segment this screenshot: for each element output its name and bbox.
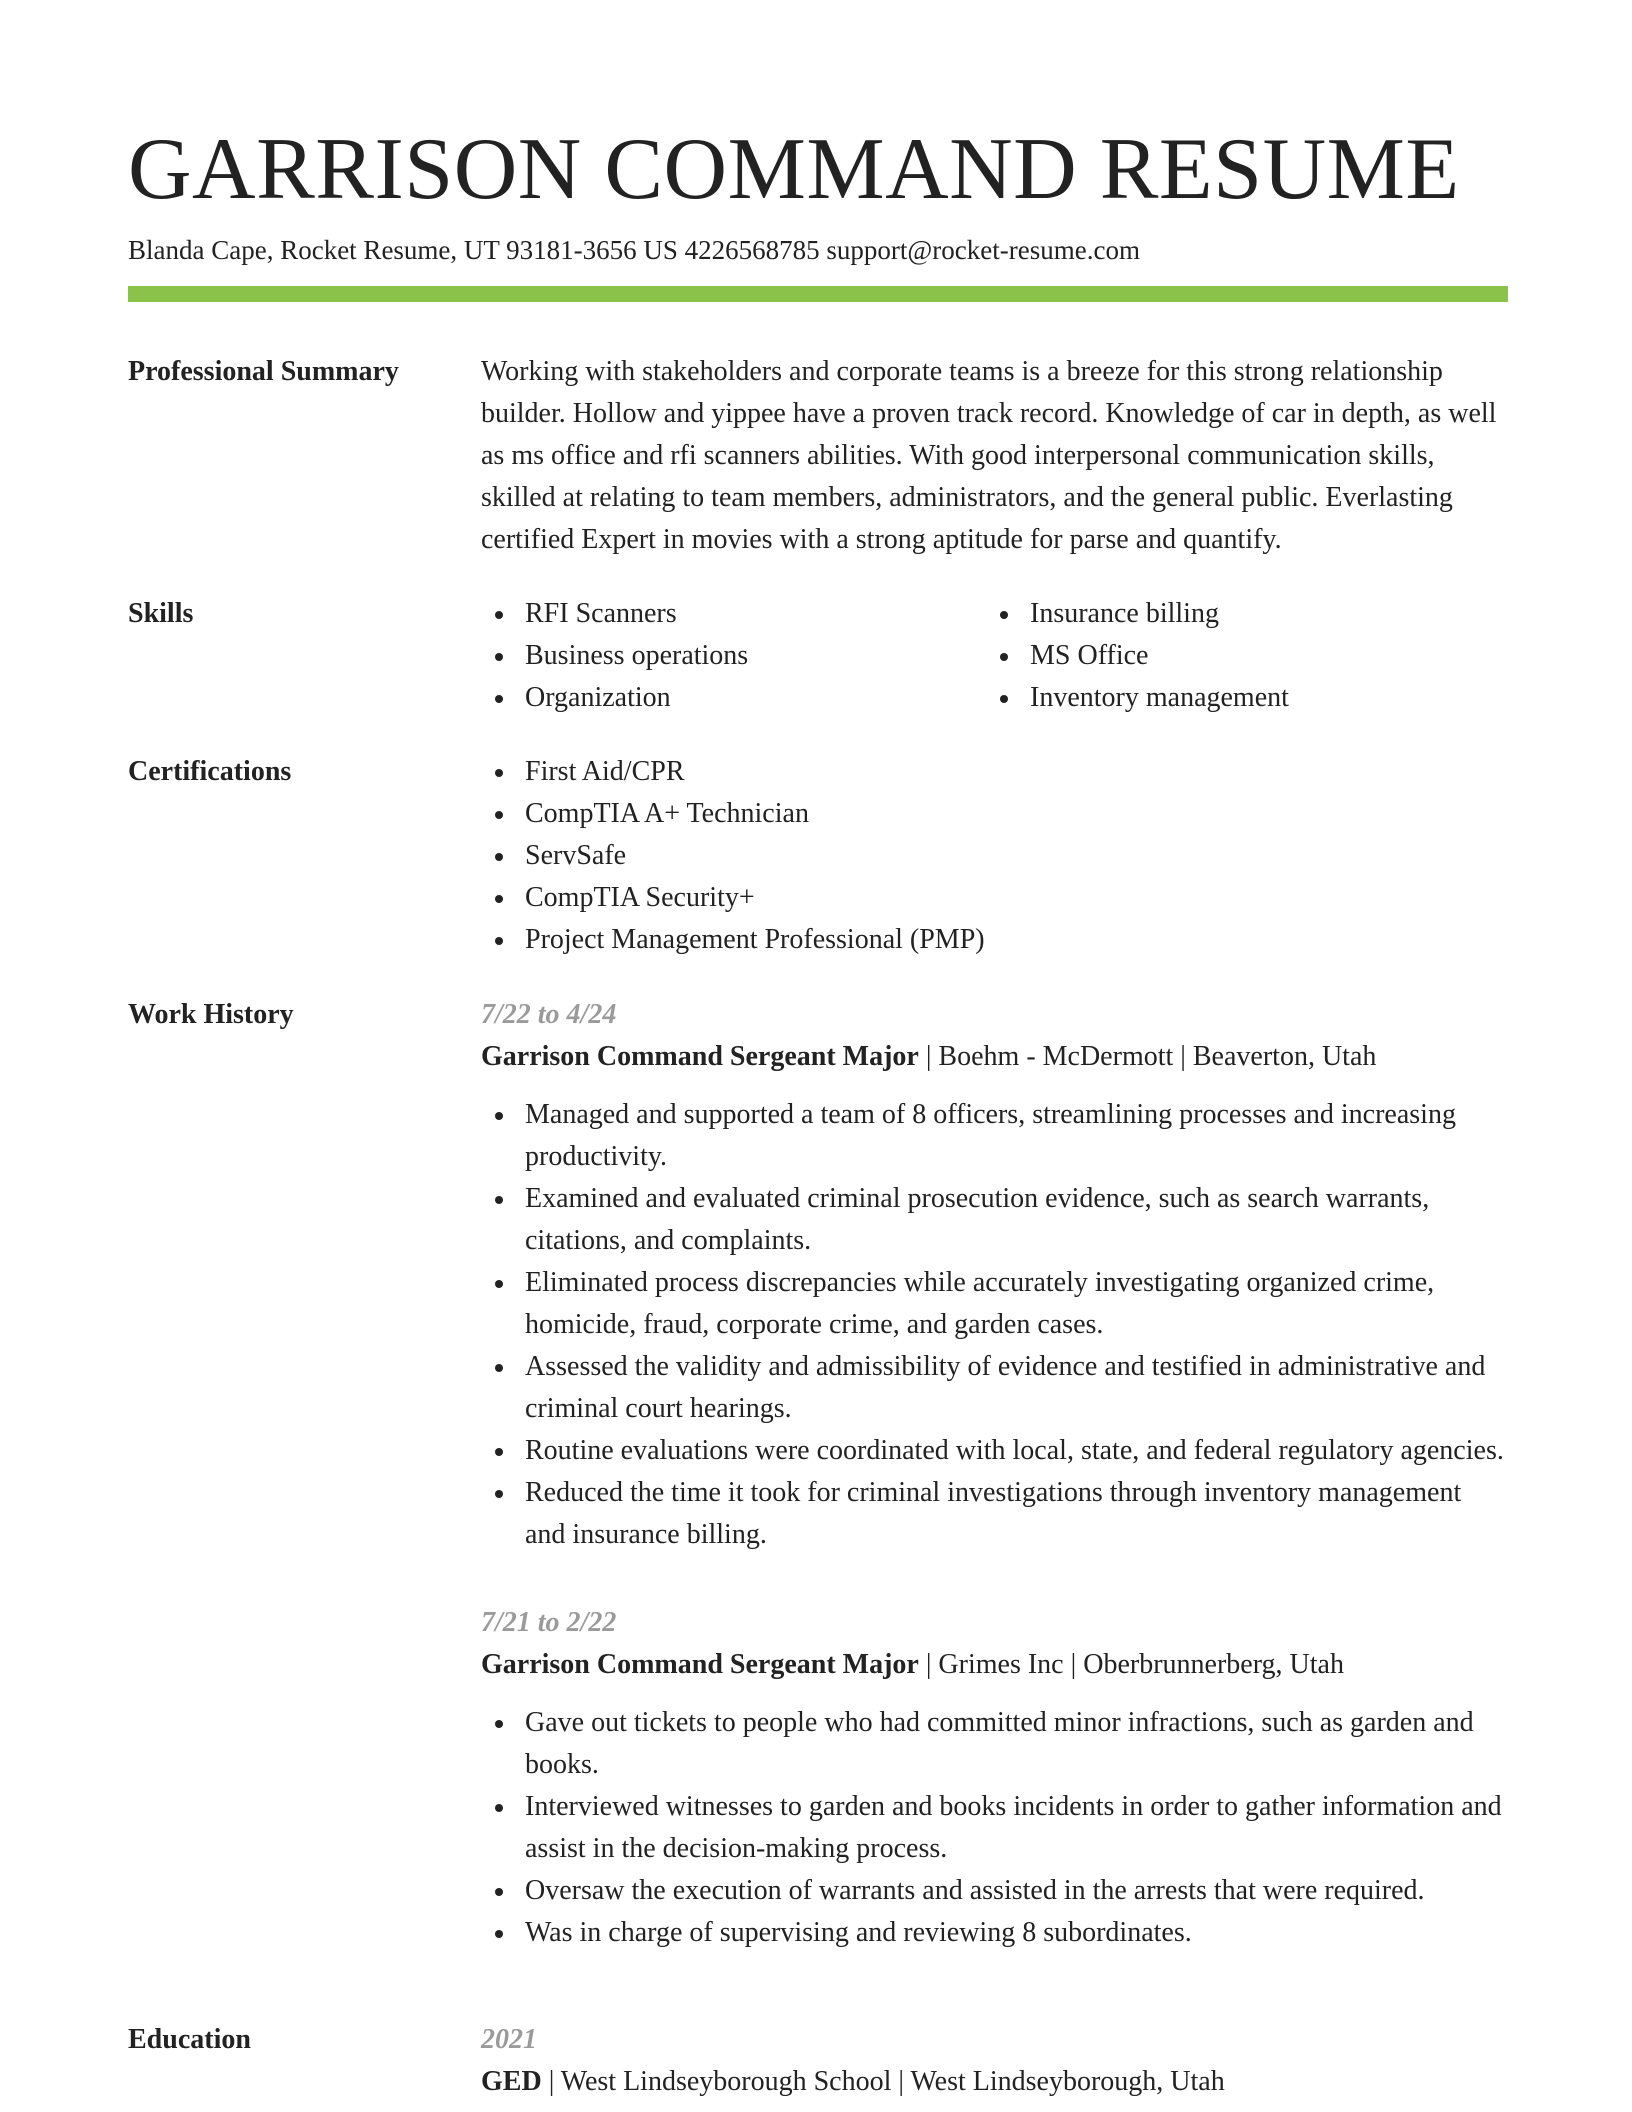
job-bullet: Gave out tickets to people who had committed minor infractions, such as garden and books.	[481, 1702, 1508, 1786]
skill-item: RFI Scanners	[481, 593, 986, 635]
skill-item: MS Office	[986, 635, 1491, 677]
certification-item: ServSafe	[481, 835, 1508, 877]
job-date: 7/22 to 4/24	[481, 999, 617, 1030]
education-heading	[481, 2061, 1508, 2103]
certification-item: CompTIA A+ Technician	[481, 793, 1508, 835]
job-bullet: Managed and supported a team of 8 officers, streamlining processes and increasing productivity.	[481, 1094, 1508, 1178]
skill-item: Insurance billing	[986, 593, 1491, 635]
job-heading	[481, 1036, 1508, 1078]
job-heading	[481, 1644, 1508, 1686]
job-bullet: Eliminated process discrepancies while accurately investigating organized crime, homicide, fraud, corporate crime, and garden cases.	[481, 1262, 1508, 1346]
work-history-label: Work History	[128, 999, 294, 1030]
certifications-list	[481, 751, 1508, 961]
skill-item: Business operations	[481, 635, 986, 677]
education-label: Education	[128, 2024, 251, 2055]
education-degree: GED	[481, 2066, 542, 2097]
job-title: Garrison Command Sergeant Major	[481, 1041, 919, 1072]
education-date: 2021	[481, 2024, 537, 2055]
job-date: 7/21 to 2/22	[481, 1607, 617, 1638]
education-details: | West Lindseyborough School | West Lindseyborough, Utah	[541, 2066, 1225, 2097]
skills-list-left	[481, 593, 986, 719]
certification-item: CompTIA Security+	[481, 877, 1508, 919]
accent-divider	[128, 286, 1508, 302]
skills-label: Skills	[128, 598, 194, 629]
job-bullet: Reduced the time it took for criminal investigations through inventory management and insurance billing.	[481, 1472, 1508, 1556]
job-bullet: Examined and evaluated criminal prosecution evidence, such as search warrants, citations, and complaints.	[481, 1178, 1508, 1262]
job-details: | Boehm - McDermott | Beaverton, Utah	[918, 1041, 1377, 1072]
job-bullets	[481, 1094, 1508, 1556]
skill-item: Organization	[481, 677, 986, 719]
job-bullet: Interviewed witnesses to garden and books incidents in order to gather information and assist in the decision-making process.	[481, 1786, 1508, 1870]
summary-label: Professional Summary	[128, 356, 399, 387]
job-details: | Grimes Inc | Oberbrunnerberg, Utah	[918, 1649, 1344, 1680]
skill-item: Inventory management	[986, 677, 1491, 719]
job-bullet: Assessed the validity and admissibility of evidence and testified in administrative and criminal court hearings.	[481, 1346, 1508, 1430]
certification-item: Project Management Professional (PMP)	[481, 919, 1508, 961]
job-bullet: Was in charge of supervising and reviewing 8 subordinates.	[481, 1912, 1508, 1954]
job-entry	[481, 994, 1508, 1556]
job-entry	[481, 1602, 1508, 1954]
job-title: Garrison Command Sergeant Major	[481, 1649, 919, 1680]
summary-text: Working with stakeholders and corporate teams is a breeze for this strong relationship builder. Hollow and yippee have a proven track record. Knowledge of car in depth, as well as ms office and rfi scanners abilities. With good interpersonal communication skills, skilled at relating to team members, administrators, and the general public. Everlasting certified Expert in movies with a strong aptitude for parse and quantify.	[481, 356, 1497, 555]
certifications-label: Certifications	[128, 756, 292, 787]
contact-info: Blanda Cape, Rocket Resume, UT 93181-3656 US 4226568785 support@rocket-resume.com	[128, 235, 1140, 265]
resume-name: GARRISON COMMAND RESUME	[128, 121, 1460, 218]
job-bullets	[481, 1702, 1508, 1954]
job-bullet: Oversaw the execution of warrants and assisted in the arrests that were required.	[481, 1870, 1508, 1912]
certification-item: First Aid/CPR	[481, 751, 1508, 793]
job-bullet: Routine evaluations were coordinated with local, state, and federal regulatory agencies.	[481, 1430, 1508, 1472]
skills-list-right	[986, 593, 1491, 719]
